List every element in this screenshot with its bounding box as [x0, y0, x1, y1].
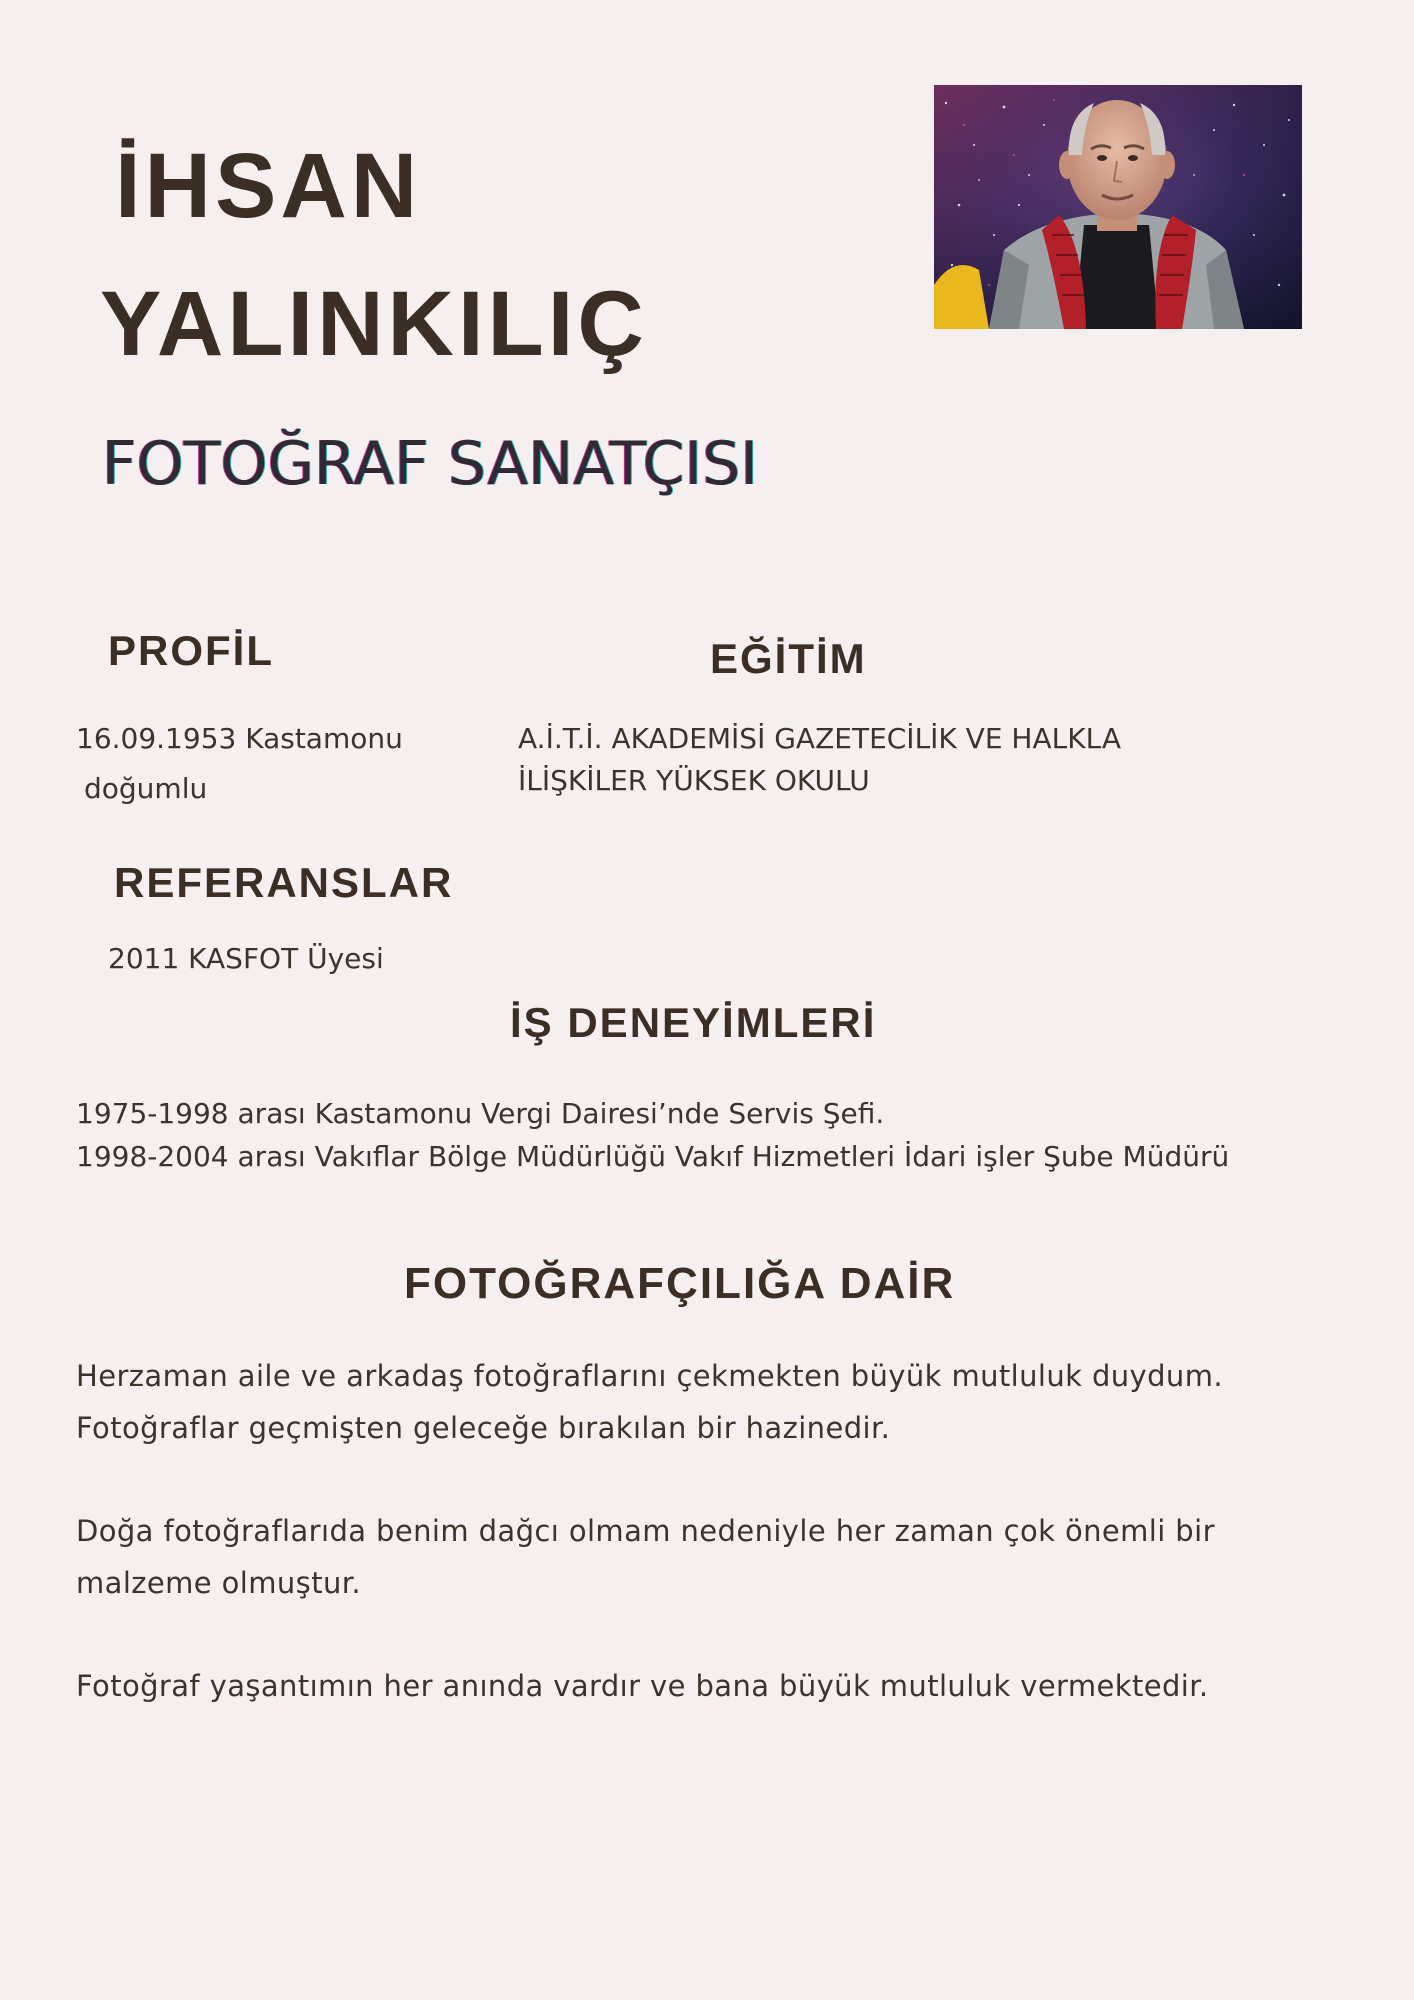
photography-heading: FOTOĞRAFÇILIĞA DAİR: [404, 1259, 956, 1308]
photography-p2-line-2: malzeme olmuştur.: [76, 1566, 362, 1600]
portrait-photo: [934, 85, 1302, 329]
photography-paragraph-2: [76, 1505, 1376, 1609]
job-title: FOTOĞRAF SANATÇISI: [102, 429, 759, 499]
education-line-2: İLİŞKİLER YÜKSEK OKULU: [518, 764, 870, 797]
last-name: YALINKILIÇ: [100, 273, 648, 375]
experience-heading: İŞ DENEYİMLERİ: [510, 999, 877, 1046]
first-name: İHSAN: [115, 135, 422, 237]
photography-p3-line-1: Fotoğraf yaşantımın her anında vardır ve bana büyük mutluluk vermektedir.: [76, 1669, 1209, 1703]
photography-paragraph-3: [76, 1660, 1376, 1712]
photography-paragraph-1: [76, 1350, 1376, 1454]
education-line-1: A.İ.T.İ. AKADEMİSİ GAZETECİLİK VE HALKLA: [518, 722, 1121, 755]
profile-line-1: 16.09.1953 Kastamonu: [76, 722, 403, 755]
experience-line-2: 1998-2004 arası Vakıflar Bölge Müdürlüğü Vakıf Hizmetleri İdari işler Şube Müdürü: [76, 1140, 1230, 1173]
references-heading: REFERANSLAR: [114, 859, 454, 906]
photography-p2-line-1: Doğa fotoğraflarıda benim dağcı olmam nedeniyle her zaman çok önemli bir: [76, 1514, 1215, 1548]
photography-p1-line-2: Fotoğraflar geçmişten geleceğe bırakılan bir hazinedir.: [76, 1411, 891, 1445]
education-heading: EĞİTİM: [710, 635, 867, 682]
experience-line-1: 1975-1998 arası Kastamonu Vergi Dairesi’nde Servis Şefi.: [76, 1097, 885, 1130]
photography-p1-line-1: Herzaman aile ve arkadaş fotoğraflarını çekmekten büyük mutluluk duydum.: [76, 1359, 1223, 1393]
references-line-1: 2011 KASFOT Üyesi: [108, 942, 384, 975]
profile-heading: PROFİL: [108, 627, 274, 674]
profile-line-2: doğumlu: [84, 772, 208, 805]
